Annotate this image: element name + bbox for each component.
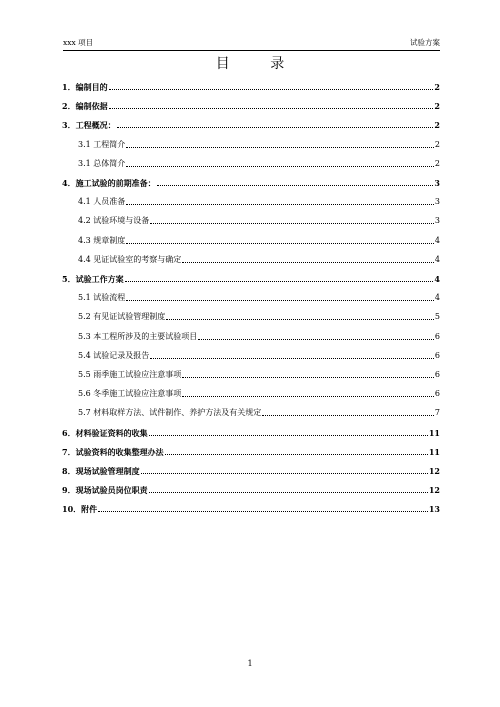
toc-entry-label: 5.7 材料取样方法、试件制作、养护方法及有关规定 — [78, 408, 262, 418]
toc-entry[interactable] — [62, 176, 440, 188]
toc-entry[interactable] — [78, 330, 440, 342]
toc-dot-leader — [262, 414, 434, 416]
toc-entry-page: 5 — [434, 312, 440, 322]
toc-entry-page: 4 — [434, 235, 440, 245]
toc-entry[interactable] — [78, 214, 440, 226]
toc-dot-leader — [126, 165, 434, 167]
toc-entry[interactable] — [62, 502, 440, 514]
toc-entry-page: 4 — [434, 274, 440, 284]
toc-entry-label: 5.1 试验流程 — [78, 293, 126, 303]
page-header — [63, 38, 440, 51]
toc-entry-label: 4.4 见证试验室的考察与确定 — [78, 254, 182, 264]
toc-entry[interactable] — [78, 157, 440, 169]
toc-entry[interactable] — [78, 138, 440, 150]
toc-dot-leader — [150, 357, 434, 359]
toc-entry[interactable] — [78, 195, 440, 207]
header-project: xxx 项目 — [63, 38, 94, 47]
toc-dot-leader — [126, 242, 434, 244]
toc-entry-page: 3 — [434, 216, 440, 226]
toc-entry-label: 3.1 总体简介 — [78, 158, 126, 168]
toc-entry-page: 13 — [428, 504, 440, 515]
toc-entry-page: 12 — [428, 466, 440, 476]
toc-dot-leader — [125, 280, 434, 282]
toc-entry-page: 7 — [434, 408, 440, 418]
toc-entry-label: 3．工程概况： — [62, 120, 116, 131]
toc-dot-leader — [182, 376, 434, 378]
toc-entry[interactable] — [62, 445, 440, 457]
toc-entry-label: 4.3 规章制度 — [78, 235, 126, 245]
toc-entry-page: 3 — [434, 178, 440, 188]
page-number: 1 — [247, 659, 253, 668]
toc-entry-label: 7．试验资料的收集整理办法 — [62, 446, 164, 457]
toc-entry-label: 5.4 试验记录及报告 — [78, 350, 150, 360]
toc-entry[interactable] — [62, 272, 440, 284]
toc-dot-leader — [157, 184, 434, 186]
toc-entry-label: 4.2 试验环境与设备 — [78, 216, 150, 226]
toc-entry[interactable] — [78, 387, 440, 399]
toc-entry-page: 3 — [434, 197, 440, 207]
toc-entry-page: 2 — [434, 158, 440, 168]
toc-dot-leader — [182, 395, 434, 397]
toc-entry[interactable] — [62, 118, 440, 130]
toc-entry-label: 1．编制目的 — [62, 82, 108, 92]
toc-entry-page: 11 — [428, 446, 440, 457]
toc-entry-page: 6 — [434, 389, 440, 399]
toc-entry[interactable] — [78, 291, 440, 303]
toc-entry[interactable] — [78, 406, 440, 418]
toc-entry[interactable] — [62, 426, 440, 438]
toc-dot-leader — [98, 510, 428, 512]
toc-entry[interactable] — [78, 253, 440, 265]
toc-entry-label: 5.3 本工程所涉及的主要试验项目 — [78, 331, 198, 341]
toc-entry[interactable] — [78, 310, 440, 322]
toc-entry-label: 2．编制依据 — [62, 101, 108, 112]
header-doc-type: 试验方案 — [410, 38, 440, 47]
toc-dot-leader — [166, 318, 434, 320]
toc-entry-label: 3.1 工程简介 — [78, 139, 126, 149]
toc-entry-page: 4 — [434, 293, 440, 303]
toc-dot-leader — [165, 453, 428, 455]
toc-dot-leader — [109, 107, 434, 109]
toc-dot-leader — [117, 126, 434, 128]
toc-entry-page: 4 — [434, 254, 440, 264]
toc-entry-label: 6．材料验证资料的收集 — [62, 427, 148, 438]
toc-entry[interactable] — [62, 464, 440, 476]
toc-entry-page: 2 — [434, 82, 440, 92]
toc-dot-leader — [182, 261, 434, 263]
toc-entry-label: 4.1 人员准备 — [78, 197, 126, 207]
toc-entry-page: 6 — [434, 370, 440, 379]
toc-entry-page: 11 — [428, 427, 440, 438]
toc-entry[interactable] — [78, 349, 440, 361]
toc-dot-leader — [126, 299, 434, 301]
toc-entry-page: 2 — [434, 120, 440, 131]
toc-entry[interactable] — [78, 368, 440, 380]
toc-dot-leader — [150, 222, 434, 224]
toc-entry-page: 6 — [434, 350, 440, 360]
toc-dot-leader — [141, 472, 428, 474]
toc-title: 目 录 — [215, 56, 303, 72]
toc-dot-leader — [126, 146, 434, 148]
toc-entry[interactable] — [62, 99, 440, 111]
toc-entry[interactable] — [62, 80, 440, 92]
toc-dot-leader — [198, 338, 434, 340]
toc-entry-page: 6 — [434, 331, 440, 341]
toc-dot-leader — [109, 88, 434, 90]
toc-dot-leader — [126, 203, 434, 205]
toc-entry[interactable] — [78, 234, 440, 246]
toc-entry-label: 5.2 有见证试验管理制度 — [78, 312, 166, 322]
toc-entry-page: 2 — [434, 101, 440, 112]
toc-entry-label: 10．附件 — [62, 504, 98, 515]
toc-entry-label: 5.5 雨季施工试验应注意事项 — [78, 370, 182, 379]
toc-entry-page: 12 — [428, 485, 440, 496]
toc-entry-label: 5.6 冬季施工试验应注意事项 — [78, 389, 182, 399]
toc-entry-label: 4．施工试验的前期准备： — [62, 178, 156, 188]
toc-dot-leader — [149, 491, 428, 493]
toc-entry-label: 9．现场试验员岗位职责 — [62, 485, 148, 496]
toc-entry-label: 8．现场试验管理制度 — [62, 466, 140, 476]
toc-entry-label: 5．试验工作方案 — [62, 274, 124, 284]
toc-entry-page: 2 — [434, 139, 440, 149]
toc-entry[interactable] — [62, 483, 440, 495]
toc-dot-leader — [149, 434, 428, 436]
